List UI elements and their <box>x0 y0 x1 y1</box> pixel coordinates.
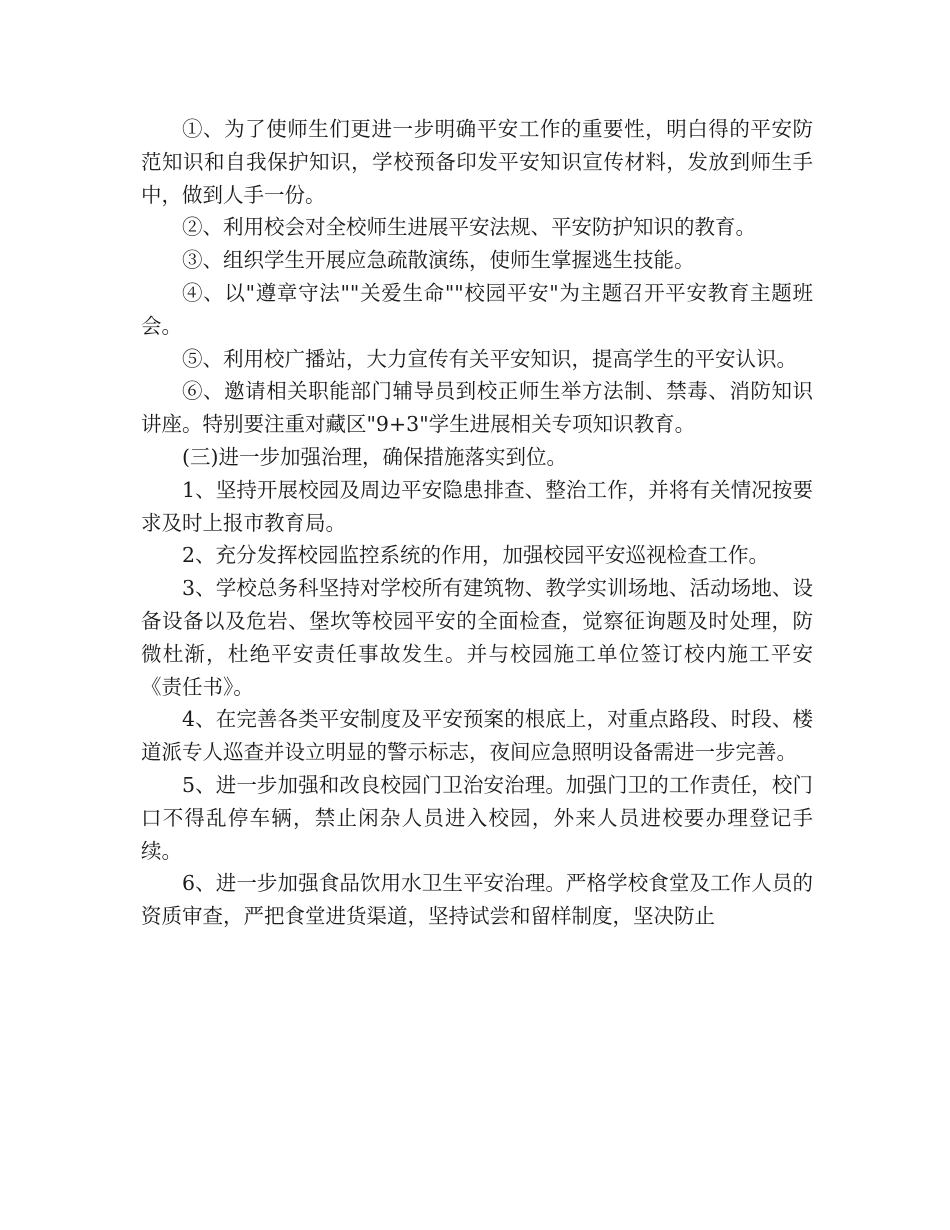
section-heading: (三)进一步加强治理，确保措施落实到位。 <box>182 444 567 469</box>
paragraph-4: ④、以"遵章守法""关爱生命""校园平安"为主题召开平安教育主题班会。 <box>141 280 813 338</box>
paragraph-1: ①、为了使师生们更进一步明确平安工作的重要性，明白得的平安防范知识和自我保护知识，学校预备印发平安知识宣传材料，发放到师生手中，做到人手一份。 <box>141 117 813 207</box>
paragraph-5: ⑤、利用校广播站，大力宣传有关平安知识，提高学生的平安认识。 <box>182 346 797 371</box>
paragraph-10: 3、学校总务科坚持对学校所有建筑物、教学实训场地、活动场地、设备设备以及危岩、堡坎等校园平安的全面检查，觉察征询题及时处理，防微杜渐，杜绝平安责任事故发生。并与校园施工单位签订校内施工平安《责任书》。 <box>141 576 813 699</box>
paragraph-12: 5、进一步加强和改良校园门卫治安治理。加强门卫的工作责任，校门口不得乱停车辆，禁止闲杂人员进入校园，外来人员进校要办理登记手续。 <box>141 772 813 863</box>
paragraph-8: 1、坚持开展校园及周边平安隐患排查、整治工作，并将有关情况按要求及时上报市教育局。 <box>141 477 813 535</box>
paragraph-9: 2、充分发挥校园监控系统的作用，加强校园平安巡视检查工作。 <box>182 543 770 568</box>
paragraph-6: ⑥、邀请相关职能部门辅导员到校正师生举方法制、禁毒、消防知识讲座。特别要注重对藏区"9+3"学生进展相关专项知识教育。 <box>141 379 813 437</box>
paragraph-11: 4、在完善各类平安制度及平安预案的根底上，对重点路段、时段、楼道派专人巡查并设立明显的警示标志，夜间应急照明设备需进一步完善。 <box>141 707 813 765</box>
paragraph-13: 6、进一步加强食品饮用水卫生平安治理。严格学校食堂及工作人员的资质审查，严把食堂进货渠道，坚持试尝和留样制度，坚决防止 <box>141 871 813 929</box>
paragraph-3: ③、组织学生开展应急疏散演练，使师生掌握逃生技能。 <box>182 248 695 273</box>
document-body <box>141 113 813 933</box>
paragraph-2: ②、利用校会对全校师生进展平安法规、平安防护知识的教育。 <box>182 215 756 240</box>
